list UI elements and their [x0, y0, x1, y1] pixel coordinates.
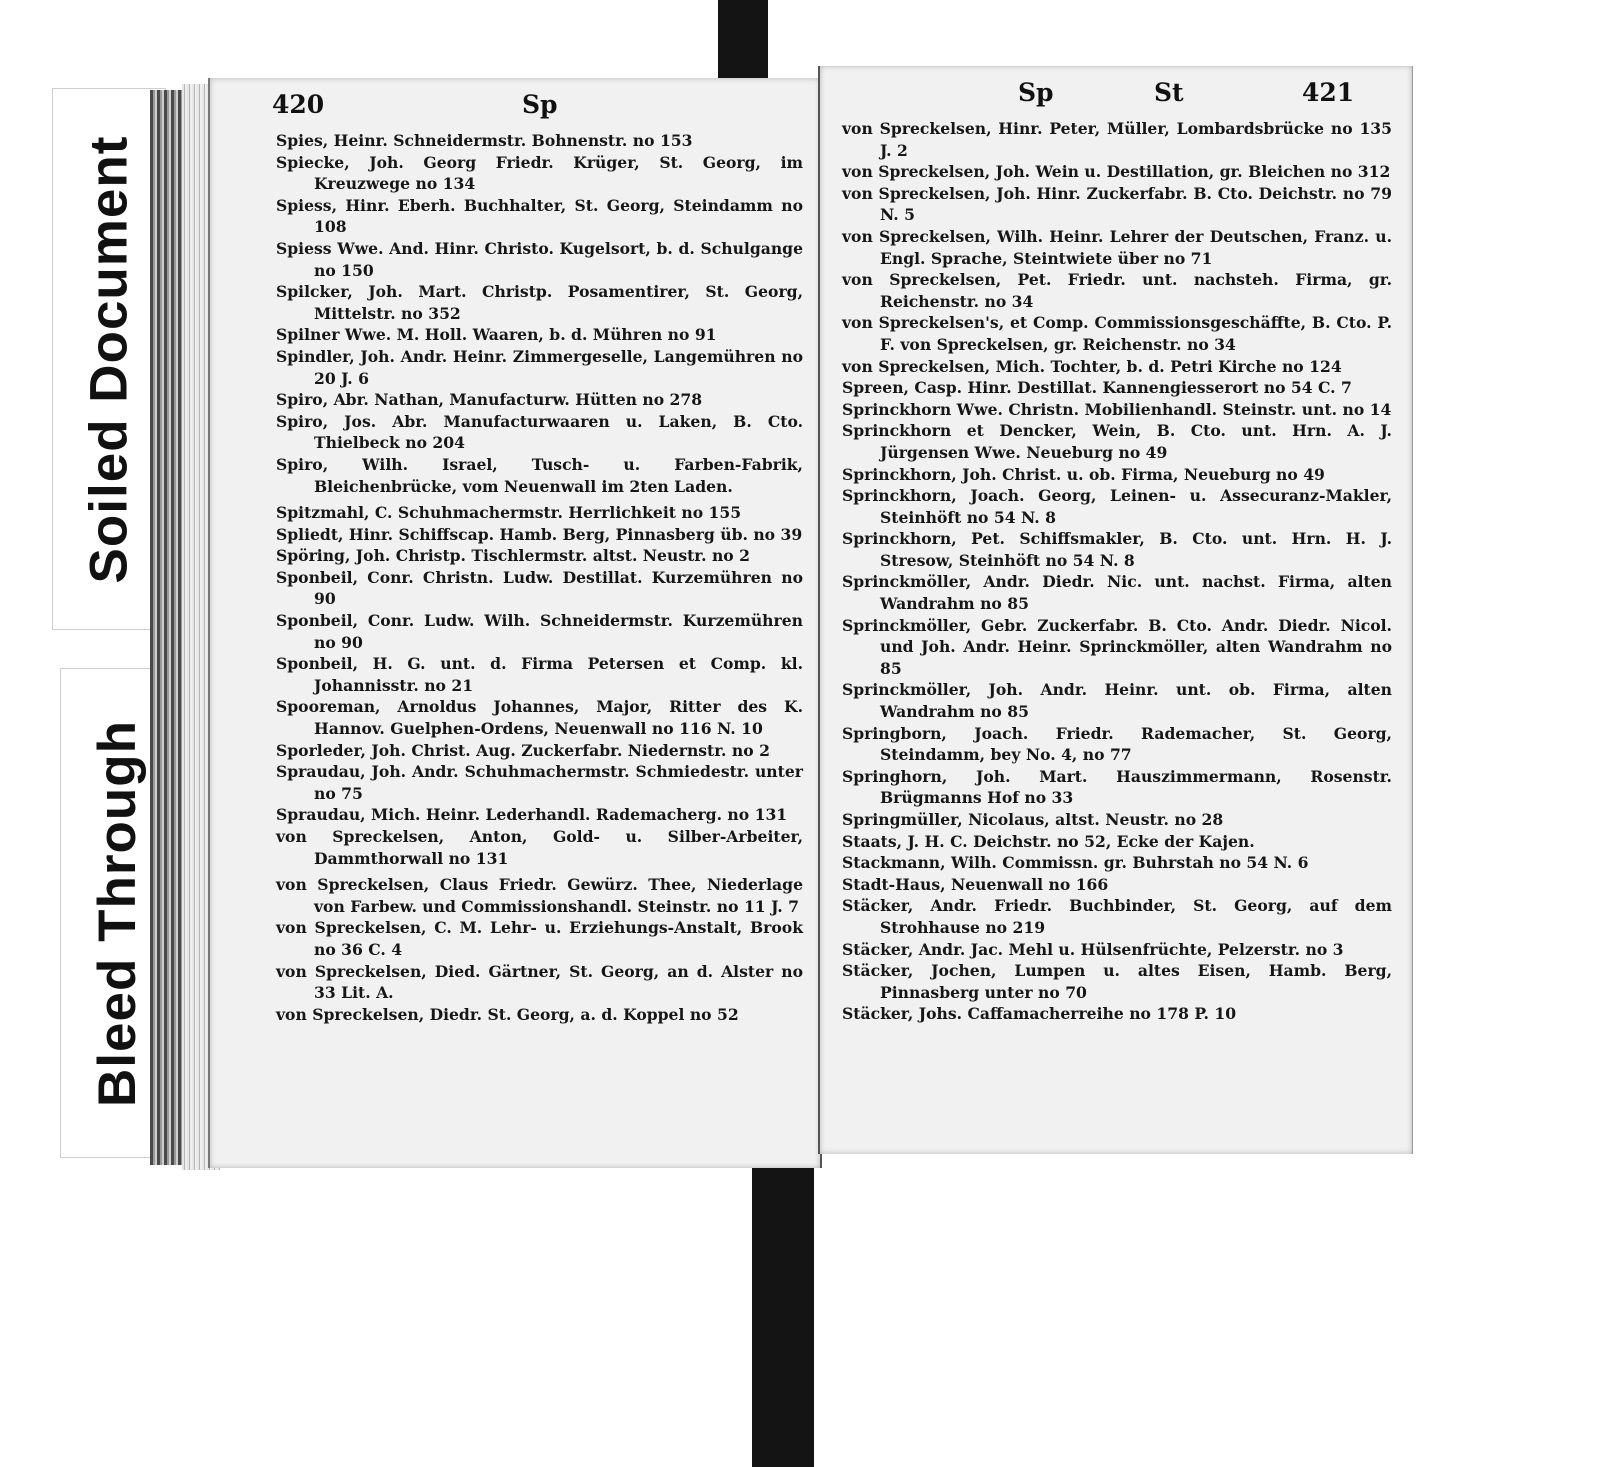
directory-entry: Stäcker, Johs. Caffamacherreihe no 178 P. 10	[842, 1004, 1237, 1024]
directory-entry: Stäcker, Andr. Jac. Mehl u. Hülsenfrüchte, Pelzerstr. no 3	[842, 939, 1344, 959]
directory-entry: Spiess Wwe. And. Hinr. Christo. Kugelsort, b. d. Schulgange no 150	[276, 238, 803, 280]
directory-entry: Spiro, Abr. Nathan, Manufacturw. Hütten no 278	[276, 390, 703, 410]
left-page-number: 420	[272, 90, 325, 119]
soiled-document-label	[52, 88, 166, 630]
directory-entry: Sprinckmöller, Andr. Diedr. Nic. unt. nachst. Firma, alten Wandrahm no 85	[842, 572, 1392, 614]
directory-entry: Sprinckmöller, Gebr. Zuckerfabr. B. Cto. Andr. Diedr. Nicol. und Joh. Andr. Heinr. Sprinckmöller, alten Wandrahm no 85	[842, 615, 1392, 678]
directory-entry: von Spreckelsen, Mich. Tochter, b. d. Petri Kirche no 124	[842, 356, 1342, 376]
directory-entry: Sprinckmöller, Joh. Andr. Heinr. unt. ob. Firma, alten Wandrahm no 85	[842, 680, 1392, 722]
directory-entry: von Spreckelsen, Wilh. Heinr. Lehrer der Deutschen, Franz. u. Engl. Sprache, Steintwiete über no 71	[842, 226, 1392, 268]
soiled-document-text: Soiled Document	[79, 135, 139, 583]
directory-entry: Sponbeil, H. G. unt. d. Firma Petersen et Comp. kl. Johannisstr. no 21	[276, 654, 803, 695]
directory-entry: Stäcker, Andr. Friedr. Buchbinder, St. Georg, auf dem Strohhause no 219	[842, 896, 1392, 937]
binding-strip-bottom	[752, 1150, 814, 1467]
directory-entry: Sprinckhorn, Joh. Christ. u. ob. Firma, Neueburg no 49	[842, 464, 1325, 484]
directory-entry: von Spreckelsen, Joh. Wein u. Destillation, gr. Bleichen no 312	[842, 162, 1391, 182]
directory-entry: von Spreckelsen, Pet. Friedr. unt. nachsteh. Firma, gr. Reichenstr. no 34	[842, 270, 1392, 311]
right-page-heading-left: Sp	[1018, 78, 1054, 107]
binding-strip-top	[718, 0, 768, 90]
directory-entry: Spiro, Jos. Abr. Manufacturwaaren u. Laken, B. Cto. Thielbeck no 204	[276, 411, 803, 453]
directory-entry: von Spreckelsen, C. M. Lehr- u. Erziehungs-Anstalt, Brook no 36 C. 4	[276, 918, 803, 959]
left-entry-list	[276, 130, 803, 1025]
right-page-number: 421	[1302, 78, 1355, 107]
directory-entry: Spilcker, Joh. Mart. Christp. Posamentirer, St. Georg, Mittelstr. no 352	[276, 282, 803, 323]
left-page-header	[210, 90, 820, 130]
directory-entry: Spliedt, Hinr. Schiffscap. Hamb. Berg, Pinnasberg üb. no 39	[276, 524, 803, 544]
directory-entry: von Spreckelsen, Joh. Hinr. Zuckerfabr. B. Cto. Deichstr. no 79 N. 5	[842, 183, 1392, 225]
directory-entry: Spraudau, Joh. Andr. Schuhmachermstr. Schmiedestr. unter no 75	[276, 762, 803, 803]
directory-entry: Sponbeil, Conr. Christn. Ludw. Destillat. Kurzemühren no 90	[276, 567, 803, 609]
directory-entry: Springhorn, Joh. Mart. Hauszimmermann, Rosenstr. Brügmanns Hof no 33	[842, 766, 1392, 808]
directory-entry: Sprinckhorn, Pet. Schiffsmakler, B. Cto. unt. Hrn. H. J. Stresow, Steinhöft no 54 N. 8	[842, 529, 1392, 570]
directory-entry: Spiecke, Joh. Georg Friedr. Krüger, St. Georg, im Kreuzwege no 134	[276, 152, 803, 194]
directory-entry: Spraudau, Mich. Heinr. Lederhandl. Rademacherg. no 131	[276, 805, 788, 825]
directory-entry: Spilner Wwe. M. Holl. Waaren, b. d. Mühren no 91	[276, 325, 717, 345]
left-page-heading: Sp	[522, 90, 558, 119]
directory-entry: Stäcker, Jochen, Lumpen u. altes Eisen, Hamb. Berg, Pinnasberg unter no 70	[842, 961, 1392, 1002]
directory-entry: Spies, Heinr. Schneidermstr. Bohnenstr. no 153	[276, 131, 693, 150]
directory-entry: Spiess, Hinr. Eberh. Buchhalter, St. Georg, Steindamm no 108	[276, 195, 803, 237]
directory-entry: Stackmann, Wilh. Commissn. gr. Buhrstah no 54 N. 6	[842, 853, 1309, 873]
left-page	[208, 78, 822, 1168]
directory-entry: Spreen, Casp. Hinr. Destillat. Kannengiesserort no 54 C. 7	[842, 378, 1352, 398]
directory-entry: Sponbeil, Conr. Ludw. Wilh. Schneidermstr. Kurzemühren no 90	[276, 611, 803, 652]
directory-entry: Springborn, Joach. Friedr. Rademacher, St. Georg, Steindamm, bey No. 4, no 77	[842, 723, 1392, 765]
directory-entry: Spöring, Joh. Christp. Tischlermstr. altst. Neustr. no 2	[276, 546, 750, 566]
directory-entry: Sprinckhorn, Joach. Georg, Leinen- u. Assecuranz-Makler, Steinhöft no 54 N. 8	[842, 486, 1392, 527]
directory-entry: von Spreckelsen's, et Comp. Commissionsgeschäffte, B. Cto. P. F. von Spreckelsen, gr. Reichenstr. no 34	[842, 313, 1392, 354]
directory-entry: Spooreman, Arnoldus Johannes, Major, Ritter des K. Hannov. Guelphen-Ordens, Neuenwall no 116 N. 10	[276, 697, 803, 739]
directory-entry: Springmüller, Nicolaus, altst. Neustr. no 28	[842, 810, 1224, 829]
directory-entry: Sprinckhorn et Dencker, Wein, B. Cto. unt. Hrn. A. J. Jürgensen Wwe. Neueburg no 49	[842, 421, 1392, 462]
directory-entry: von Spreckelsen, Anton, Gold- u. Silber-Arbeiter, Dammthorwall no 131	[276, 827, 803, 868]
bleed-through-text: Bleed Through	[87, 719, 147, 1107]
directory-entry: Spitzmahl, C. Schuhmachermstr. Herrlichkeit no 155	[276, 503, 742, 523]
directory-entry: Staats, J. H. C. Deichstr. no 52, Ecke der Kajen.	[842, 831, 1255, 851]
right-page-header	[820, 78, 1412, 118]
directory-entry: von Spreckelsen, Diedr. St. Georg, a. d. Koppel no 52	[276, 1004, 739, 1024]
directory-entry: Sporleder, Joh. Christ. Aug. Zuckerfabr. Niedernstr. no 2	[276, 740, 770, 760]
directory-entry: von Spreckelsen, Claus Friedr. Gewürz. Thee, Niederlage von Farbew. und Commissionshandl. Steinstr. no 11 J. 7	[276, 875, 803, 916]
right-page	[818, 66, 1413, 1154]
directory-entry: Spindler, Joh. Andr. Heinr. Zimmergeselle, Langemühren no 20 J. 6	[276, 346, 803, 388]
directory-entry: von Spreckelsen, Hinr. Peter, Müller, Lombardsbrücke no 135 J. 2	[842, 119, 1392, 160]
directory-entry: Spiro, Wilh. Israel, Tusch- u. Farben-Fabrik, Bleichenbrücke, vom Neuenwall im 2ten Laden.	[276, 454, 803, 496]
right-entry-list	[842, 118, 1392, 1025]
directory-entry: von Spreckelsen, Died. Gärtner, St. Georg, an d. Alster no 33 Lit. A.	[276, 961, 803, 1003]
directory-entry: Stadt-Haus, Neuenwall no 166	[842, 874, 1109, 894]
directory-entry: Sprinckhorn Wwe. Christn. Mobilienhandl. Steinstr. unt. no 14	[842, 399, 1392, 419]
right-page-heading-right: St	[1154, 78, 1184, 107]
